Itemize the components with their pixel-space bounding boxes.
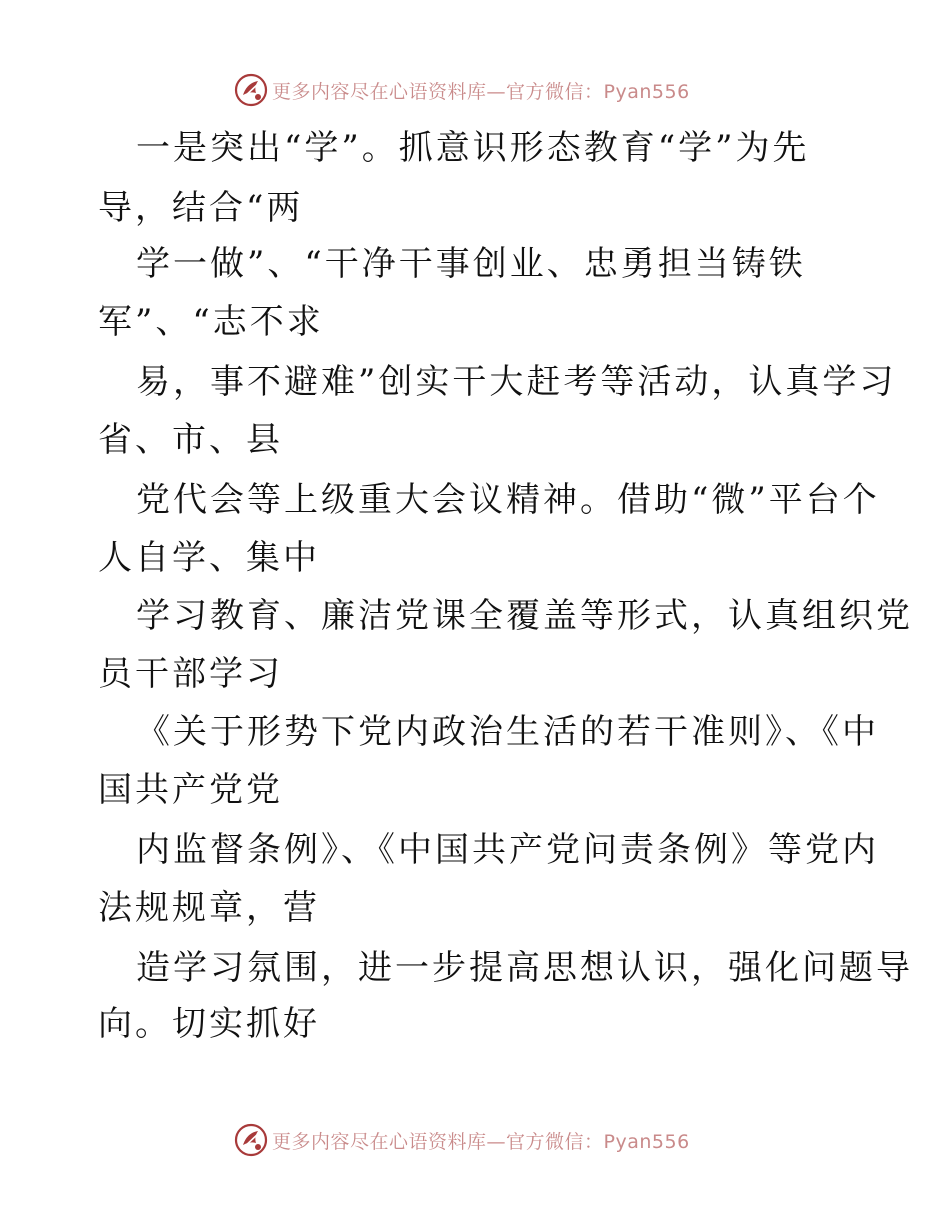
header-watermark — [234, 72, 690, 108]
seal-logo-icon — [234, 1123, 268, 1157]
watermark-text: 更多内容尽在心语资料库— — [272, 80, 507, 103]
text-line: 内监督条例》、《中国共产党问责条例》等党内 — [136, 830, 879, 870]
text-line: 人自学、集中 — [98, 538, 320, 578]
watermark-wechat: 官方微信：Pyan556 — [506, 1130, 690, 1153]
text-line: 员干部学习 — [98, 654, 283, 694]
text-line: 党代会等上级重大会议精神。借助“微”平台个 — [136, 480, 880, 520]
footer-watermark — [234, 1122, 690, 1158]
text-line: 省、市、县 — [98, 420, 283, 460]
text-line: 学一做”、“干净干事创业、忠勇担当铸铁 — [136, 244, 806, 284]
text-line: 军”、“志不求 — [98, 302, 324, 342]
watermark-text: 更多内容尽在心语资料库— — [272, 1130, 507, 1153]
text-line: 一是突出“学”。抓意识形态教育“学”为先 — [136, 128, 810, 168]
text-line: 易，事不避难”创实干大赶考等活动，认真学习 — [136, 362, 897, 402]
watermark-wechat: 官方微信：Pyan556 — [506, 80, 690, 103]
text-line: 向。切实抓好 — [98, 1004, 320, 1044]
text-line: 国共产党党 — [98, 770, 283, 810]
text-line: 造学习氛围，进一步提高思想认识，强化问题导 — [136, 948, 913, 988]
text-line: 法规规章，营 — [98, 888, 320, 928]
text-line: 《关于形势下党内政治生活的若干准则》、《中 — [136, 712, 879, 752]
seal-logo-icon — [234, 73, 268, 107]
text-line: 学习教育、廉洁党课全覆盖等形式，认真组织党 — [136, 596, 913, 636]
text-line: 导，结合“两 — [98, 188, 304, 228]
